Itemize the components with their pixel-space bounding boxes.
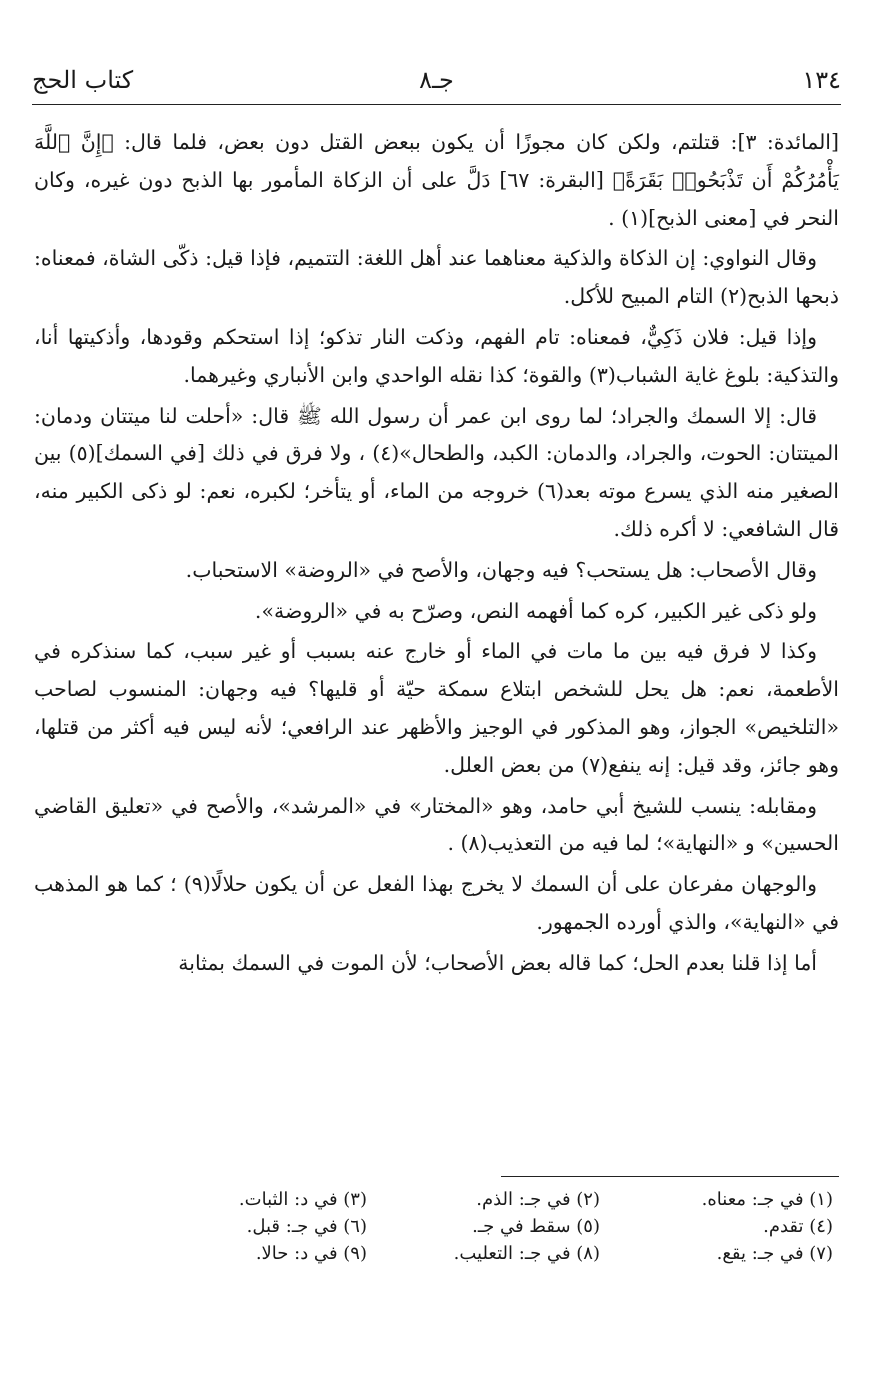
paragraph: وقال الأصحاب: هل يستحب؟ فيه وجهان، والأصح في «الروضة» الاستحباب. bbox=[185, 557, 817, 582]
footnotes bbox=[133, 1186, 833, 1267]
footnote-divider bbox=[501, 1176, 839, 1177]
footnote: (١) في جـ: معناه. bbox=[701, 1189, 833, 1210]
main-text bbox=[34, 124, 839, 986]
footnote-row bbox=[133, 1213, 833, 1240]
footnote: (٧) في جـ: يقع. bbox=[716, 1243, 833, 1264]
paragraph: [المائدة: ٣]: قتلتم، ولكن كان مجوزًا أن يكون ببعض القتل دون بعض، فلما قال: ﴿إِنَّ ٱللَّهَ يَأْمُرُكُمْ أَن تَذْبَحُوا۟ بَقَرَةً﴾ [البقرة: ٦٧] دَلَّ على أن الزكاة المأمور بها الذبح دون غيره، وكان النحر في [معنى الذبح](١) . bbox=[34, 130, 840, 230]
paragraph: والوجهان مفرعان على أن السمك لا يخرج بهذا الفعل عن أن يكون حلالًا(٩) ؛ كما هو المذهب في «النهاية»، والذي أورده الجمهور. bbox=[34, 872, 839, 934]
footnote: (٩) في د: حالا. bbox=[255, 1243, 367, 1264]
footnote: (٦) في جـ: قبل. bbox=[246, 1216, 367, 1237]
footnote: (٤) تقدم. bbox=[763, 1216, 833, 1237]
footnote-row bbox=[133, 1240, 833, 1267]
header-divider bbox=[32, 104, 841, 105]
volume-label: جـ٨ bbox=[419, 66, 454, 94]
page-number: ١٣٤ bbox=[802, 66, 841, 94]
paragraph: وكذا لا فرق فيه بين ما مات في الماء أو خارج عنه بسبب أو غير سبب، كما سنذكره في الأطعمة، نعم: هل يحل للشخص ابتلاع سمكة حيّة أو قليها؟ فيه وجهان: المنسوب لصاحب «التلخيص» الجواز، وهو المذكور في الوجيز والأظهر عند الرافعي؛ لأنه ليس فيه أكثر من قتلها، وهو جائز، وقد قيل: إنه ينفع(٧) من بعض العلل. bbox=[34, 639, 839, 777]
paragraph: وقال النواوي: إن الذكاة والذكية معناهما عند أهل اللغة: التتميم، فإذا قيل: ذكّى الشاة، فمعناه: ذبحها الذبح(٢) التام المبيح للأكل. bbox=[34, 246, 839, 309]
paragraph: ومقابله: ينسب للشيخ أبي حامد، وهو «المختار» في «المرشد»، والأصح في «تعليق القاضي الحسين» و «النهاية»؛ لما فيه من التعذيب(٨) . bbox=[34, 793, 839, 856]
footnote: (٥) سقط في جـ. bbox=[472, 1216, 600, 1237]
footnote: (٣) في د: الثبات. bbox=[238, 1189, 367, 1210]
paragraph: ولو ذكى غير الكبير، كره كما أفهمه النص، وصرّح به في «الروضة». bbox=[254, 598, 817, 623]
paragraph: أما إذا قلنا بعدم الحل؛ كما قاله بعض الأصحاب؛ لأن الموت في السمك بمثابة bbox=[178, 950, 817, 975]
footnote: (٢) في جـ: الذم. bbox=[476, 1189, 600, 1210]
footnote-row bbox=[133, 1186, 833, 1213]
paragraph: وإذا قيل: فلان ذَكِيٌّ، فمعناه: تام الفهم، وذكت النار تذكو؛ إذا استحكم وقودها، وأذكيتها أنا، والتذكية: بلوغ غاية الشباب(٣) والقوة؛ كذا نقله الواحدي وابن الأنباري وغيرهما. bbox=[34, 324, 839, 387]
running-header bbox=[32, 60, 841, 100]
paragraph: قال: إلا السمك والجراد؛ لما روى ابن عمر أن رسول الله ﷺ قال: «أحلت لنا ميتتان ودمان: الميتتان: الحوت، والجراد، والدمان: الكبد، والطحال»(٤) ، ولا فرق في ذلك [في السمك](٥) بين الصغير منه الذي يسرع موته بعد(٦) خروجه من الماء، أو يتأخر؛ لكبره، نعم: لو ذكى الكبير منه، قال الشافعي: لا أكره ذلك. bbox=[34, 403, 839, 541]
footnote: (٨) في جـ: التعليب. bbox=[453, 1243, 600, 1264]
book-title: كتاب الحج bbox=[32, 66, 134, 94]
